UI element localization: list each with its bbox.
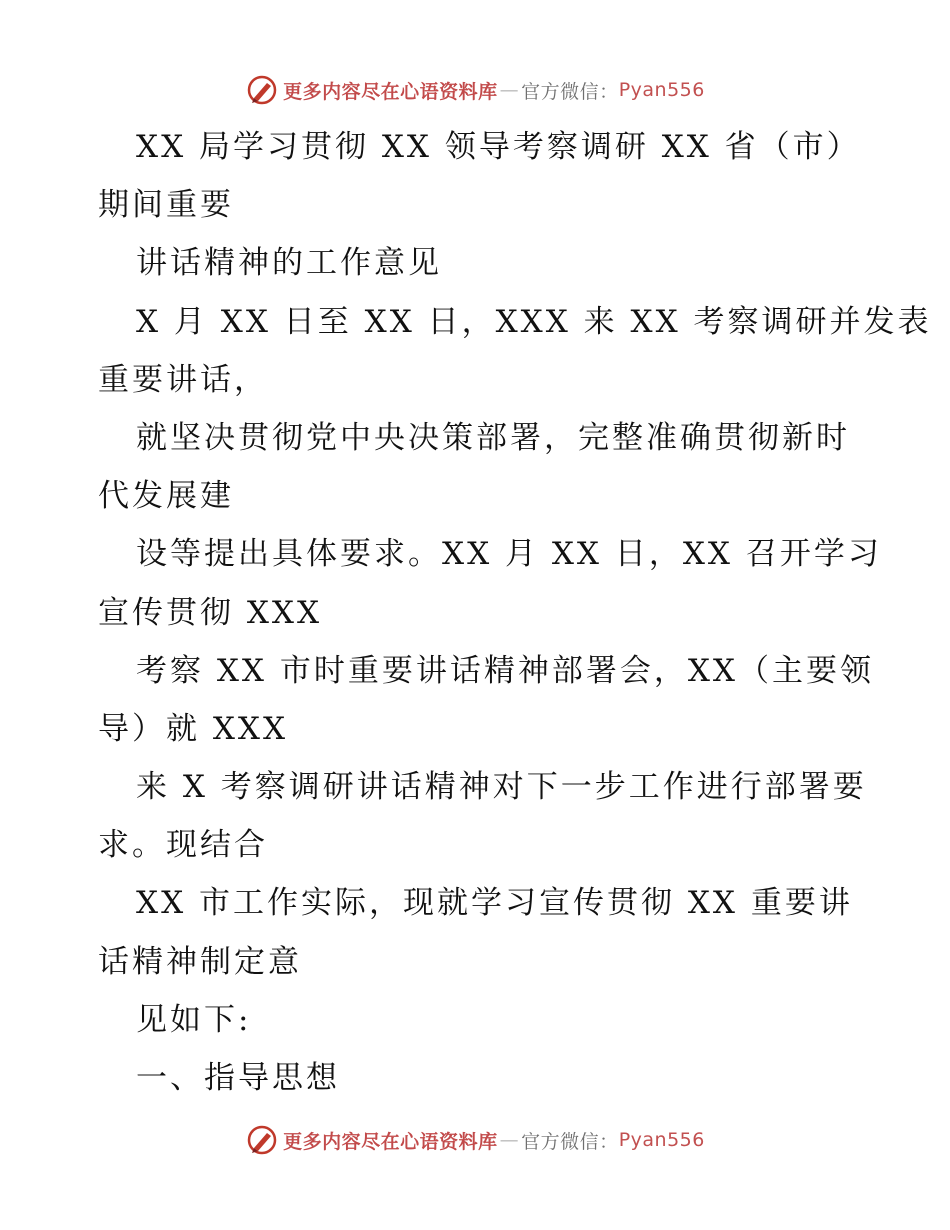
text-line: 见如下:	[136, 1001, 252, 1038]
text-line: 考察 XX 市时重要讲话精神部署会，XX（主要领	[136, 652, 874, 689]
watermark-text: 更多内容尽在心语资料库	[283, 1130, 498, 1153]
text-line: 来 X 考察调研讲话精神对下一步工作进行部署要	[136, 769, 867, 806]
text-line: 求。现结合	[98, 827, 268, 864]
text-line: XX 市工作实际，现就学习宣传贯彻 XX 重要讲	[136, 885, 853, 922]
watermark-footer	[0, 1120, 950, 1160]
pen-logo-icon	[245, 73, 279, 107]
watermark-dash: —	[499, 79, 520, 101]
text-line: X 月 XX 日至 XX 日，XXX 来 XX 考察调研并发表	[136, 303, 932, 340]
text-line: 就坚决贯彻党中央决策部署，完整准确贯彻新时	[136, 419, 850, 456]
text-line: 宣传贯彻 XXX	[98, 594, 323, 631]
watermark-colon: ：	[599, 80, 619, 103]
watermark-id: Pyan556	[618, 79, 705, 101]
text-line: 一、指导思想	[136, 1060, 340, 1096]
document-body	[98, 118, 932, 1107]
text-line: 话精神制定意	[98, 943, 302, 980]
watermark-text: 更多内容尽在心语资料库	[283, 80, 498, 103]
text-line: 导）就 XXX	[98, 710, 289, 747]
pen-logo-icon	[245, 1123, 279, 1157]
text-line: 期间重要	[98, 187, 234, 224]
watermark-colon: ：	[599, 1130, 619, 1153]
text-line: 重要讲话，	[98, 361, 268, 398]
watermark-official: 官方微信	[521, 1130, 600, 1153]
text-line: 代发展建	[98, 478, 234, 515]
text-line: 设等提出具体要求。XX 月 XX 日，XX 召开学习	[136, 536, 882, 573]
watermark-id: Pyan556	[618, 1129, 705, 1151]
watermark-header	[0, 70, 950, 110]
text-line: XX 局学习贯彻 XX 领导考察调研 XX 省（市）	[136, 129, 861, 165]
watermark-official: 官方微信	[521, 80, 600, 103]
text-line: 讲话精神的工作意见	[136, 245, 442, 282]
watermark-dash: —	[499, 1129, 520, 1151]
